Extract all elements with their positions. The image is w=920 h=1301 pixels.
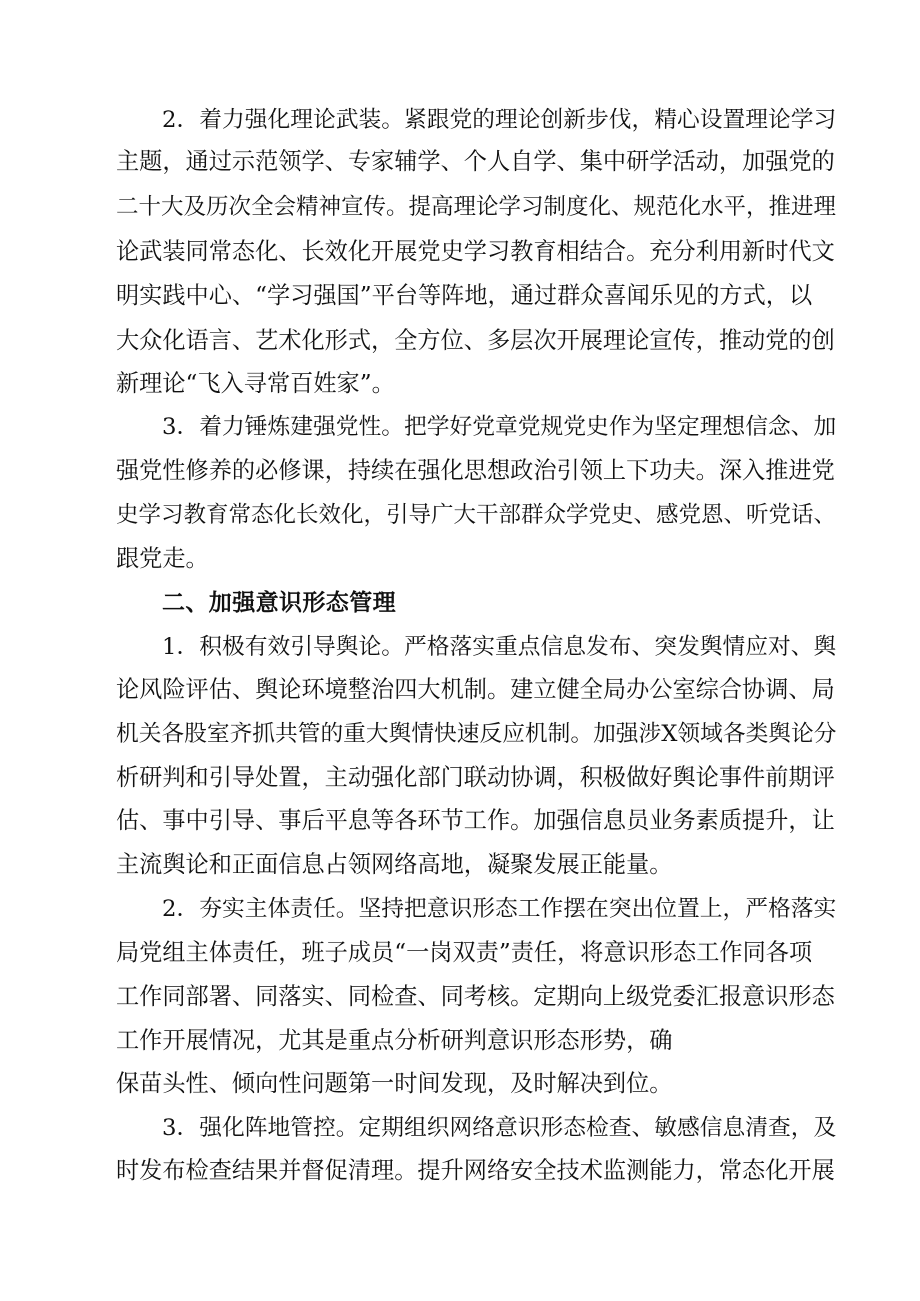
text-line: 2．着力强化理论武装。紧跟党的理论创新步伐，精心设置理论学习 (162, 107, 837, 133)
text-line: 主流舆论和正面信息占领网络高地，凝聚发展正能量。 (116, 851, 673, 878)
text-line: 工作开展情况，尤其是重点分析研判意识形态形势，确 (116, 1027, 673, 1054)
text-line: 2．夯实主体责任。坚持把意识形态工作摆在突出位置上，严格落实 (162, 896, 837, 922)
text-line: 跟党走。 (116, 545, 209, 572)
text-line: 时发布检查结果并督促清理。提升网络安全技术监测能力，常态化开展 (116, 1157, 835, 1184)
text-line: 主题，通过示范领学、专家辅学、个人自学、集中研学活动，加强党的 (116, 148, 835, 175)
text-line: 保苗头性、倾向性问题第一时间发现，及时解决到位。 (116, 1070, 673, 1097)
text-line: 3．着力锤炼建强党性。把学好党章党规党史作为坚定理想信念、加 (162, 414, 837, 440)
text-line: 论武装同常态化、长效化开展党史学习教育相结合。充分利用新时代文 (116, 238, 835, 265)
text-line: 史学习教育常态化长效化，引导广大干部群众学党史、感党恩、听党话、 (116, 502, 837, 528)
text-line: 局党组主体责任，班子成员“一岗双责”责任，将意识形态工作同各项 (116, 939, 813, 966)
text-line: 强党性修养的必修课，持续在强化思想政治引领上下功夫。深入推进党 (116, 457, 835, 484)
text-line: 论风险评估、舆论环境整治四大机制。建立健全局办公室综合协调、局 (116, 676, 835, 703)
text-line: 估、事中引导、事后平息等各环节工作。加强信息员业务素质提升，让 (116, 807, 835, 834)
text-line: 明实践中心、“学习强国”平台等阵地，通过群众喜闻乐见的方式，以 (116, 282, 813, 309)
text-line: 机关各股室齐抓共管的重大舆情快速反应机制。加强涉X领域各类舆论分 (116, 721, 837, 747)
section-heading: 二、加强意识形态管理 (162, 590, 396, 616)
text-line: 大众化语言、艺术化形式，全方位、多层次开展理论宣传，推动党的创 (116, 327, 835, 354)
text-line: 1．积极有效引导舆论。严格落实重点信息发布、突发舆情应对、舆 (162, 634, 837, 660)
text-line: 3．强化阵地管控。定期组织网络意识形态检查、敏感信息清查，及 (162, 1115, 837, 1141)
text-line: 新理论“飞入寻常百姓家”。 (116, 370, 395, 397)
text-line: 二十大及历次全会精神宣传。提高理论学习制度化、规范化水平，推进理 (116, 194, 837, 220)
text-line: 析研判和引导处置，主动强化部门联动协调，积极做好舆论事件前期评 (116, 764, 835, 791)
text-line: 工作同部署、同落实、同检查、同考核。定期向上级党委汇报意识形态 (116, 983, 835, 1010)
